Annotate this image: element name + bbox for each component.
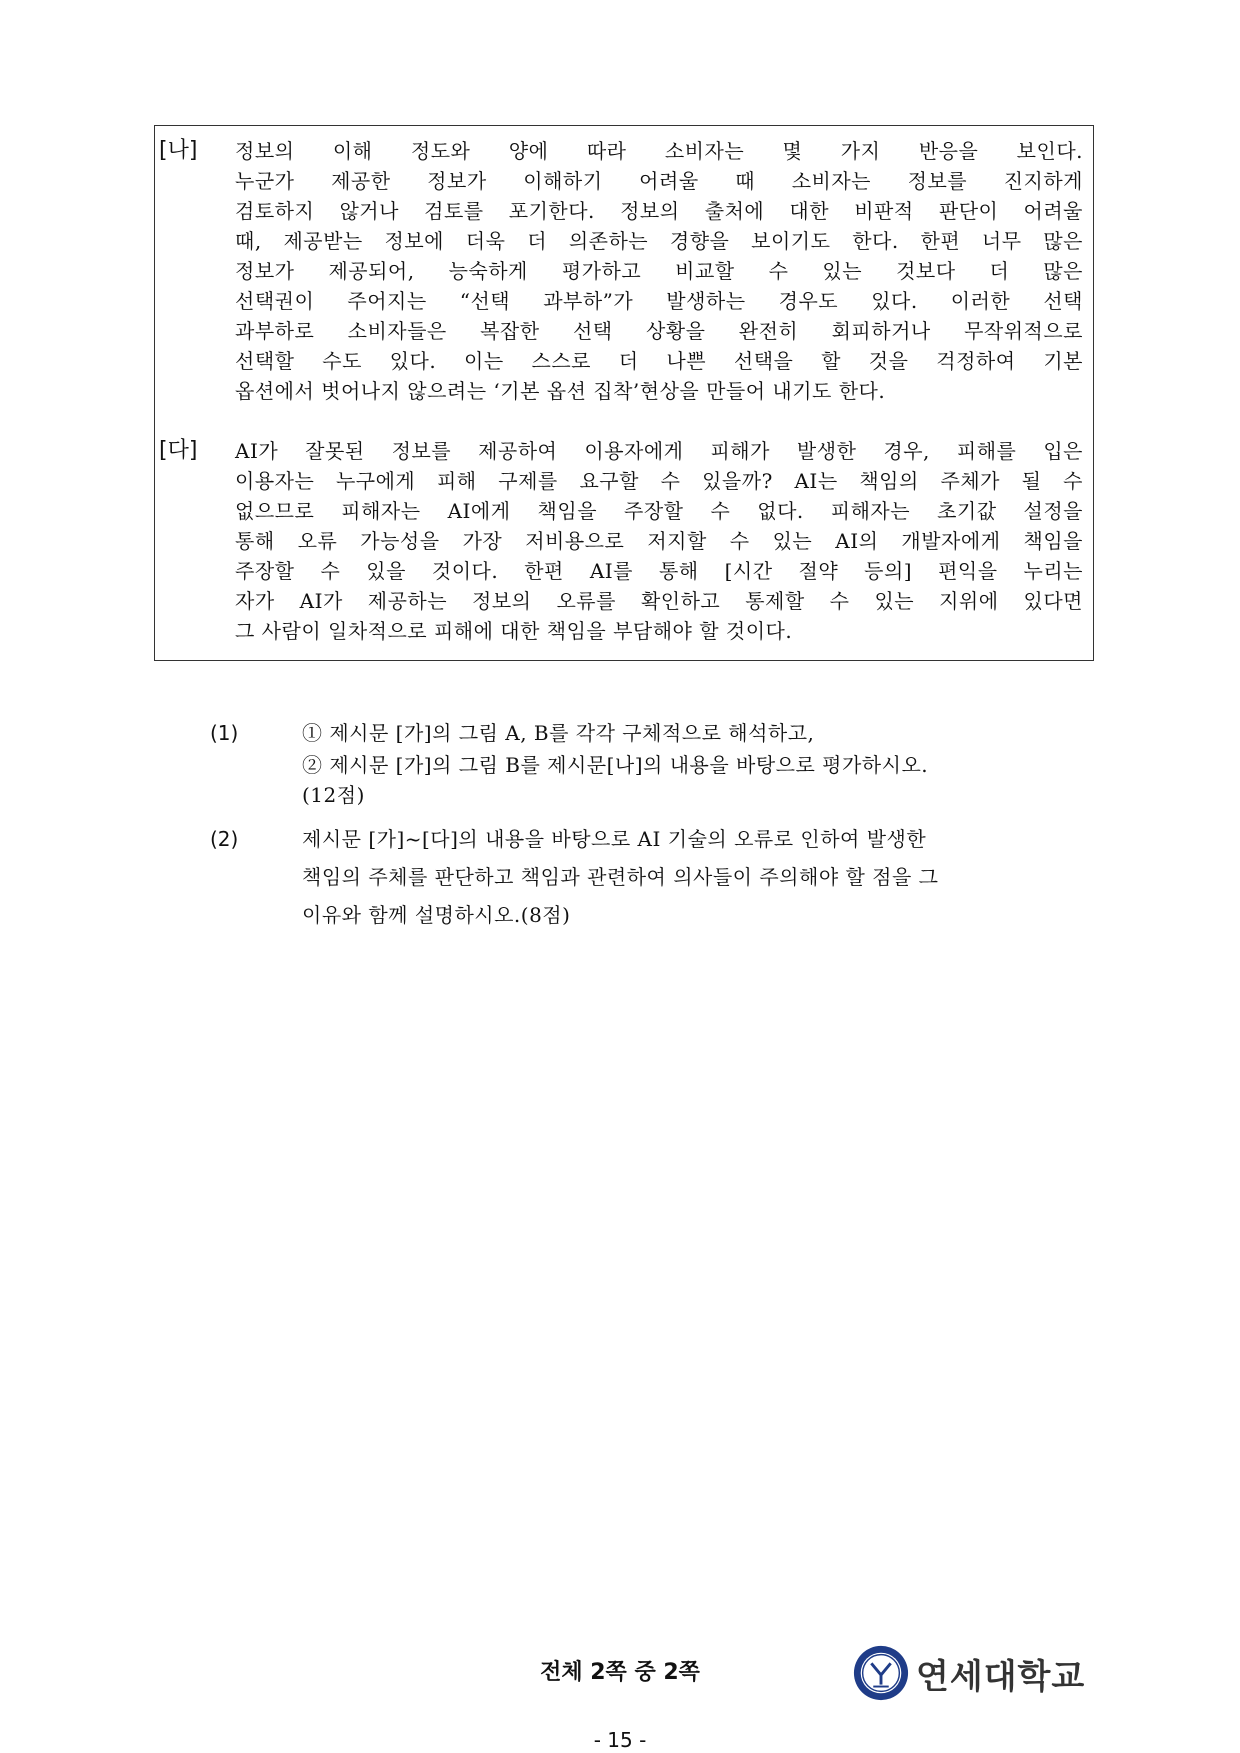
passage-line: 없으므로 피해자는 AI에게 책임을 주장할 수 없다. 피해자는 초기값 설정을	[235, 499, 1083, 523]
passage-line: 선택권이 주어지는 “선택 과부하”가 발생하는 경우도 있다. 이러한 선택	[235, 289, 1083, 313]
question-line: ① 제시문 [가]의 그림 A, B를 각각 구체적으로 해석하고,	[302, 721, 815, 745]
passage-line: AI가 잘못된 정보를 제공하여 이용자에게 피해가 발생한 경우, 피해를 입은	[235, 439, 1083, 463]
passage-line: 정보의 이해 정도와 양에 따라 소비자는 몇 가지 반응을 보인다.	[235, 139, 1083, 163]
question-number: (2)	[210, 827, 239, 851]
passage-line: 누군가 제공한 정보가 이해하기 어려울 때 소비자는 정보를 진지하게	[235, 169, 1083, 193]
passage-box	[154, 125, 1094, 661]
passage-line: 검토하지 않거나 검토를 포기한다. 정보의 출처에 대한 비판적 판단이 어려울	[235, 199, 1083, 223]
passage-line: 때, 제공받는 정보에 더욱 더 의존하는 경향을 보이기도 한다. 한편 너무 많은	[235, 229, 1083, 253]
question-line: ② 제시문 [가]의 그림 B를 제시문[나]의 내용을 바탕으로 평가하시오.	[302, 753, 929, 777]
question-line: (12점)	[302, 783, 365, 807]
passage-line: 선택할 수도 있다. 이는 스스로 더 나쁜 선택을 할 것을 걱정하여 기본	[235, 349, 1083, 373]
page-number: - 15 -	[593, 1728, 647, 1752]
passage-line: 정보가 제공되어, 능숙하게 평가하고 비교할 수 있는 것보다 더 많은	[235, 259, 1083, 283]
page-info: 전체 2쪽 중 2쪽	[540, 1660, 700, 1685]
passage-line: 통해 오류 가능성을 가장 저비용으로 저지할 수 있는 AI의 개발자에게 책임을	[235, 529, 1083, 553]
passage-line: 자가 AI가 제공하는 정보의 오류를 확인하고 통제할 수 있는 지위에 있다면	[235, 589, 1083, 613]
question-line: 책임의 주체를 판단하고 책임과 관련하여 의사들이 주의해야 할 점을 그	[302, 865, 939, 889]
section-tag: [나]	[159, 138, 198, 163]
passage-line: 옵션에서 벗어나지 않으려는 ‘기본 옵션 집착’현상을 만들어 내기도 한다.	[235, 379, 886, 403]
passage-line: 주장할 수 있을 것이다. 한편 AI를 통해 [시간 절약 등의] 편익을 누리는	[235, 559, 1083, 583]
passage-line: 과부하로 소비자들은 복잡한 선택 상황을 완전히 회피하거나 무작위적으로	[235, 319, 1083, 343]
question-line: 이유와 함께 설명하시오.(8점)	[302, 903, 571, 927]
passage-line: 이용자는 누구에게 피해 구제를 요구할 수 있을까? AI는 책임의 주체가 될 수	[235, 469, 1083, 493]
yonsei-seal-icon	[852, 1644, 910, 1702]
question-number: (1)	[210, 721, 239, 745]
section-tag: [다]	[159, 438, 198, 463]
university-logo	[852, 1643, 1085, 1703]
question-line: 제시문 [가]~[다]의 내용을 바탕으로 AI 기술의 오류로 인하여 발생한	[302, 827, 927, 851]
university-name: 연세대학교	[916, 1656, 1086, 1697]
passage-line: 그 사람이 일차적으로 피해에 대한 책임을 부담해야 할 것이다.	[235, 619, 793, 643]
